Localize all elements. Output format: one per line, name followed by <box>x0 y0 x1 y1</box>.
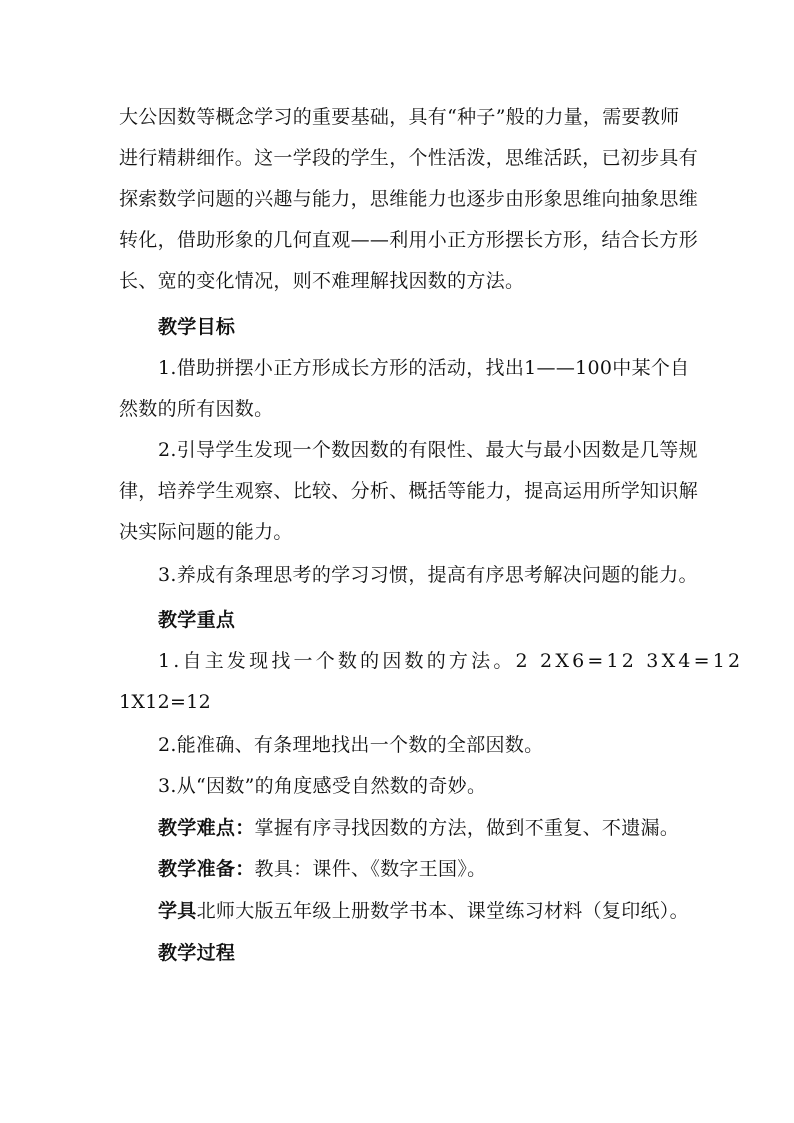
objectives-heading: 教学目标 <box>158 316 236 338</box>
key-point-line-4: 3.从“因数”的角度感受自然数的奇妙。 <box>158 775 487 797</box>
key-point-line-3: 2.能准确、有条理地找出一个数的全部因数。 <box>158 734 544 756</box>
objective-line-1: 1.借助拼摆小正方形成长方形的活动，找出1——100中某个自 <box>158 357 690 379</box>
objective-line-6: 3.养成有条理思考的学习习惯，提高有序思考解决问题的能力。 <box>158 564 698 586</box>
student-tools-line <box>158 898 758 924</box>
objective-line-3: 2.引导学生发现一个数因数的有限性、最大与最小因数是几等规 <box>158 439 698 461</box>
key-points-heading: 教学重点 <box>158 609 236 631</box>
intro-line-2: 进行精耕细作。这一学段的学生，个性活泼，思维活跃，已初步具有 <box>119 147 699 169</box>
objective-line-4: 律，培养学生观察、比较、分析、概括等能力，提高运用所学知识解 <box>119 480 699 502</box>
process-heading: 教学过程 <box>158 942 236 964</box>
difficulty-line <box>158 815 758 841</box>
preparation-line <box>158 856 758 882</box>
preparation-label: 教学准备： <box>158 858 255 880</box>
objective-line-2: 然数的所有因数。 <box>119 398 274 420</box>
intro-line-1: 大公因数等概念学习的重要基础，具有“种子”般的力量，需要教师 <box>119 106 680 128</box>
key-point-line-1: 1.自主发现找一个数的因数的方法。2 2X6=12 3X4=12 <box>158 650 744 672</box>
student-tools-text: 北师大版五年级上册数学书本、课堂练习材料（复印纸）。 <box>196 900 689 922</box>
objective-line-5: 决实际问题的能力。 <box>119 521 293 543</box>
difficulty-label: 教学难点： <box>158 817 255 839</box>
key-point-line-2: 1X12=12 <box>119 691 211 713</box>
intro-line-4: 转化，借助形象的几何直观——利用小正方形摆长方形，结合长方形 <box>119 229 699 251</box>
intro-line-5: 长、宽的变化情况，则不难理解找因数的方法。 <box>119 270 525 292</box>
intro-line-3: 探索数学问题的兴趣与能力，思维能力也逐步由形象思维向抽象思维 <box>119 188 699 210</box>
student-tools-label: 学具 <box>158 900 197 922</box>
preparation-text: 教具：课件、《数字王国》。 <box>254 858 487 880</box>
difficulty-text: 掌握有序寻找因数的方法，做到不重复、不遗漏。 <box>254 817 680 839</box>
